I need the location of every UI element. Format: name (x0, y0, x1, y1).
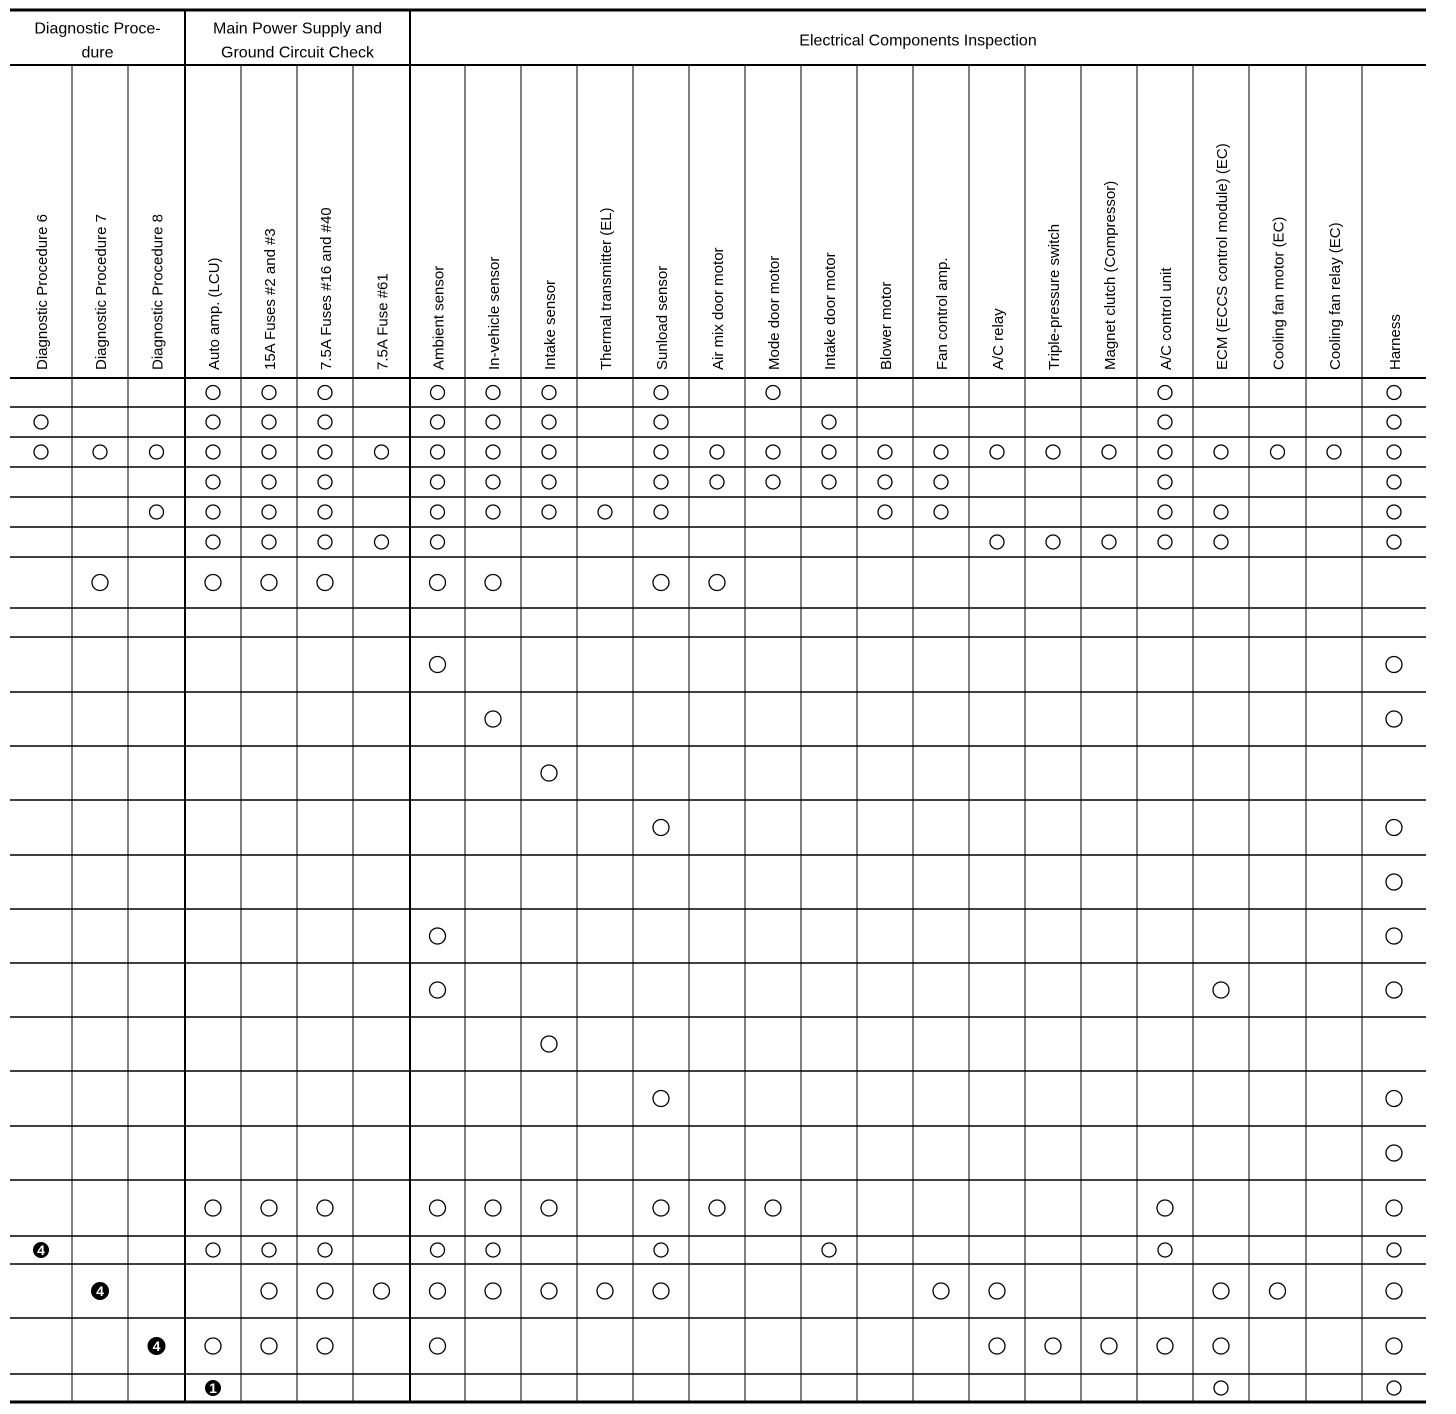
check-mark (431, 386, 445, 400)
check-mark (766, 475, 780, 489)
check-mark (1214, 445, 1228, 459)
check-mark (766, 445, 780, 459)
check-mark (1271, 445, 1285, 459)
column-header: 7.5A Fuse #61 (374, 273, 392, 370)
check-mark (1213, 1338, 1229, 1354)
column-header: Diagnostic Procedure 6 (34, 214, 51, 370)
column-header: In-vehicle sensor (486, 256, 503, 370)
check-mark (486, 386, 500, 400)
check-mark (317, 1338, 333, 1354)
check-mark (541, 1036, 557, 1052)
check-mark (654, 505, 668, 519)
check-mark (1387, 445, 1401, 459)
check-mark (262, 415, 276, 429)
check-mark (654, 445, 668, 459)
step-number: 4 (152, 1338, 161, 1354)
check-mark (205, 575, 221, 591)
column-header: A/C control unit (1158, 267, 1175, 370)
check-mark (431, 475, 445, 489)
check-mark (206, 1243, 220, 1257)
check-mark (1101, 1338, 1117, 1354)
check-mark (1386, 1338, 1402, 1354)
check-mark (766, 386, 780, 400)
check-mark (317, 1200, 333, 1216)
column-header: Air mix door motor (710, 247, 727, 370)
check-mark (1046, 445, 1060, 459)
check-mark (1327, 445, 1341, 459)
check-mark (206, 505, 220, 519)
column-header: Diagnostic Procedure 7 (93, 214, 110, 370)
check-mark (653, 1091, 669, 1107)
check-mark (486, 505, 500, 519)
check-mark (485, 1283, 501, 1299)
check-mark (318, 505, 332, 519)
column-header: Mode door motor (766, 255, 783, 370)
check-mark (541, 1200, 557, 1216)
column-header: 15A Fuses #2 and #3 (262, 228, 279, 370)
check-mark (1045, 1338, 1061, 1354)
check-mark (485, 711, 501, 727)
step-number: 4 (37, 1242, 45, 1258)
check-mark (542, 415, 556, 429)
check-mark (318, 535, 332, 549)
check-mark (430, 1283, 446, 1299)
column-header: Intake door motor (822, 252, 839, 370)
column-header: 7.5A Fuses #16 and #40 (318, 207, 335, 370)
check-mark (1102, 535, 1116, 549)
check-mark (990, 445, 1004, 459)
check-mark (431, 505, 445, 519)
check-mark (1214, 505, 1228, 519)
check-mark (542, 445, 556, 459)
check-mark (1214, 1381, 1228, 1395)
check-mark (430, 1338, 446, 1354)
check-mark (486, 1243, 500, 1257)
check-mark (486, 475, 500, 489)
check-mark (262, 445, 276, 459)
check-mark (654, 415, 668, 429)
check-mark (765, 1200, 781, 1216)
check-mark (878, 475, 892, 489)
check-mark (1386, 874, 1402, 890)
check-mark (375, 445, 389, 459)
check-mark (1387, 505, 1401, 519)
check-mark (486, 445, 500, 459)
check-mark (710, 445, 724, 459)
check-mark (934, 505, 948, 519)
check-mark (653, 575, 669, 591)
check-mark (1387, 1381, 1401, 1395)
check-mark (1158, 505, 1172, 519)
check-mark (486, 415, 500, 429)
group-header-diag-line1: Diagnostic Proce- (34, 20, 161, 38)
check-mark (710, 475, 724, 489)
check-mark (822, 475, 836, 489)
check-mark (262, 475, 276, 489)
column-header: Diagnostic Procedure 8 (149, 214, 167, 370)
group-header-power-line1: Main Power Supply and (213, 20, 382, 38)
column-header: Magnet clutch (Compressor) (1102, 180, 1119, 370)
check-mark (1386, 1200, 1402, 1216)
check-mark (1270, 1283, 1286, 1299)
check-mark (653, 1283, 669, 1299)
check-mark (541, 1283, 557, 1299)
check-mark (1158, 475, 1172, 489)
check-mark (934, 475, 948, 489)
column-header: Fan control amp. (934, 257, 951, 370)
check-mark (262, 1243, 276, 1257)
column-header: Cooling fan motor (EC) (1270, 216, 1288, 370)
check-mark (430, 982, 446, 998)
check-mark (1157, 1338, 1173, 1354)
check-mark (34, 445, 48, 459)
check-mark (1386, 820, 1402, 836)
column-header: Auto amp. (LCU) (206, 257, 223, 370)
check-mark (34, 415, 48, 429)
check-mark (822, 445, 836, 459)
check-mark (485, 1200, 501, 1216)
check-mark (261, 1200, 277, 1216)
check-mark (1158, 386, 1172, 400)
check-mark (934, 445, 948, 459)
check-mark (150, 445, 164, 459)
check-mark (1386, 982, 1402, 998)
check-mark (205, 1200, 221, 1216)
check-mark (822, 1243, 836, 1257)
check-mark (1158, 445, 1172, 459)
check-mark (878, 505, 892, 519)
check-mark (206, 415, 220, 429)
check-mark (262, 386, 276, 400)
check-mark (261, 575, 277, 591)
check-mark (261, 1283, 277, 1299)
check-mark (430, 928, 446, 944)
check-mark (431, 535, 445, 549)
column-header: Cooling fan relay (EC) (1327, 222, 1344, 370)
check-mark (1158, 535, 1172, 549)
table-marks (33, 386, 1402, 1397)
check-mark (430, 657, 446, 673)
check-mark (1386, 657, 1402, 673)
check-mark (430, 1200, 446, 1216)
check-mark (206, 445, 220, 459)
check-mark (933, 1283, 949, 1299)
step-number: 1 (209, 1380, 217, 1396)
check-mark (318, 1243, 332, 1257)
check-mark (1046, 535, 1060, 549)
check-mark (262, 505, 276, 519)
check-mark (92, 575, 108, 591)
check-mark (1386, 1283, 1402, 1299)
check-mark (431, 415, 445, 429)
column-header: Sunload sensor (654, 265, 671, 370)
check-mark (1102, 445, 1116, 459)
check-mark (989, 1338, 1005, 1354)
check-mark (150, 505, 164, 519)
check-mark (93, 445, 107, 459)
check-mark (1213, 1283, 1229, 1299)
check-mark (318, 415, 332, 429)
check-mark (431, 1243, 445, 1257)
check-mark (1213, 982, 1229, 998)
check-mark (1157, 1200, 1173, 1216)
check-mark (1386, 928, 1402, 944)
check-mark (1386, 711, 1402, 727)
check-mark (1386, 1145, 1402, 1161)
column-header: Thermal transmitter (EL) (598, 207, 615, 370)
step-number: 4 (96, 1283, 104, 1299)
check-mark (1387, 535, 1401, 549)
check-mark (878, 445, 892, 459)
check-mark (542, 505, 556, 519)
check-mark (654, 1243, 668, 1257)
check-mark (318, 475, 332, 489)
check-mark (709, 575, 725, 591)
check-mark (206, 535, 220, 549)
column-header: Blower motor (878, 281, 895, 370)
column-header: A/C relay (990, 308, 1007, 370)
check-mark (1387, 386, 1401, 400)
check-mark (1387, 1243, 1401, 1257)
check-mark (431, 445, 445, 459)
column-header: Triple-pressure switch (1046, 223, 1063, 370)
group-header-elec: Electrical Components Inspection (799, 32, 1037, 50)
check-mark (205, 1338, 221, 1354)
column-header: Intake sensor (542, 279, 559, 370)
check-mark (430, 575, 446, 591)
check-mark (1214, 535, 1228, 549)
check-mark (597, 1283, 613, 1299)
check-mark (1386, 1091, 1402, 1107)
check-mark (317, 1283, 333, 1299)
check-mark (709, 1200, 725, 1216)
check-mark (989, 1283, 1005, 1299)
check-mark (598, 505, 612, 519)
column-headers (34, 21, 1404, 371)
check-mark (541, 765, 557, 781)
check-mark (654, 386, 668, 400)
check-mark (542, 386, 556, 400)
check-mark (1158, 415, 1172, 429)
column-header: Ambient sensor (430, 265, 448, 370)
column-header: ECM (ECCS control module) (EC) (1214, 143, 1231, 370)
check-mark (654, 475, 668, 489)
check-mark (206, 386, 220, 400)
check-mark (485, 575, 501, 591)
check-mark (375, 535, 389, 549)
check-mark (206, 475, 220, 489)
check-mark (653, 1200, 669, 1216)
group-header-diag-line2: dure (81, 44, 114, 62)
check-mark (1387, 415, 1401, 429)
check-mark (317, 575, 333, 591)
check-mark (318, 386, 332, 400)
check-mark (262, 535, 276, 549)
check-mark (822, 415, 836, 429)
check-mark (318, 445, 332, 459)
check-mark (374, 1283, 390, 1299)
check-mark (653, 820, 669, 836)
check-mark (990, 535, 1004, 549)
check-mark (542, 475, 556, 489)
column-header: Harness (1387, 314, 1404, 370)
check-mark (1387, 475, 1401, 489)
check-mark (261, 1338, 277, 1354)
group-header-power-line2: Ground Circuit Check (221, 44, 374, 62)
check-mark (1158, 1243, 1172, 1257)
